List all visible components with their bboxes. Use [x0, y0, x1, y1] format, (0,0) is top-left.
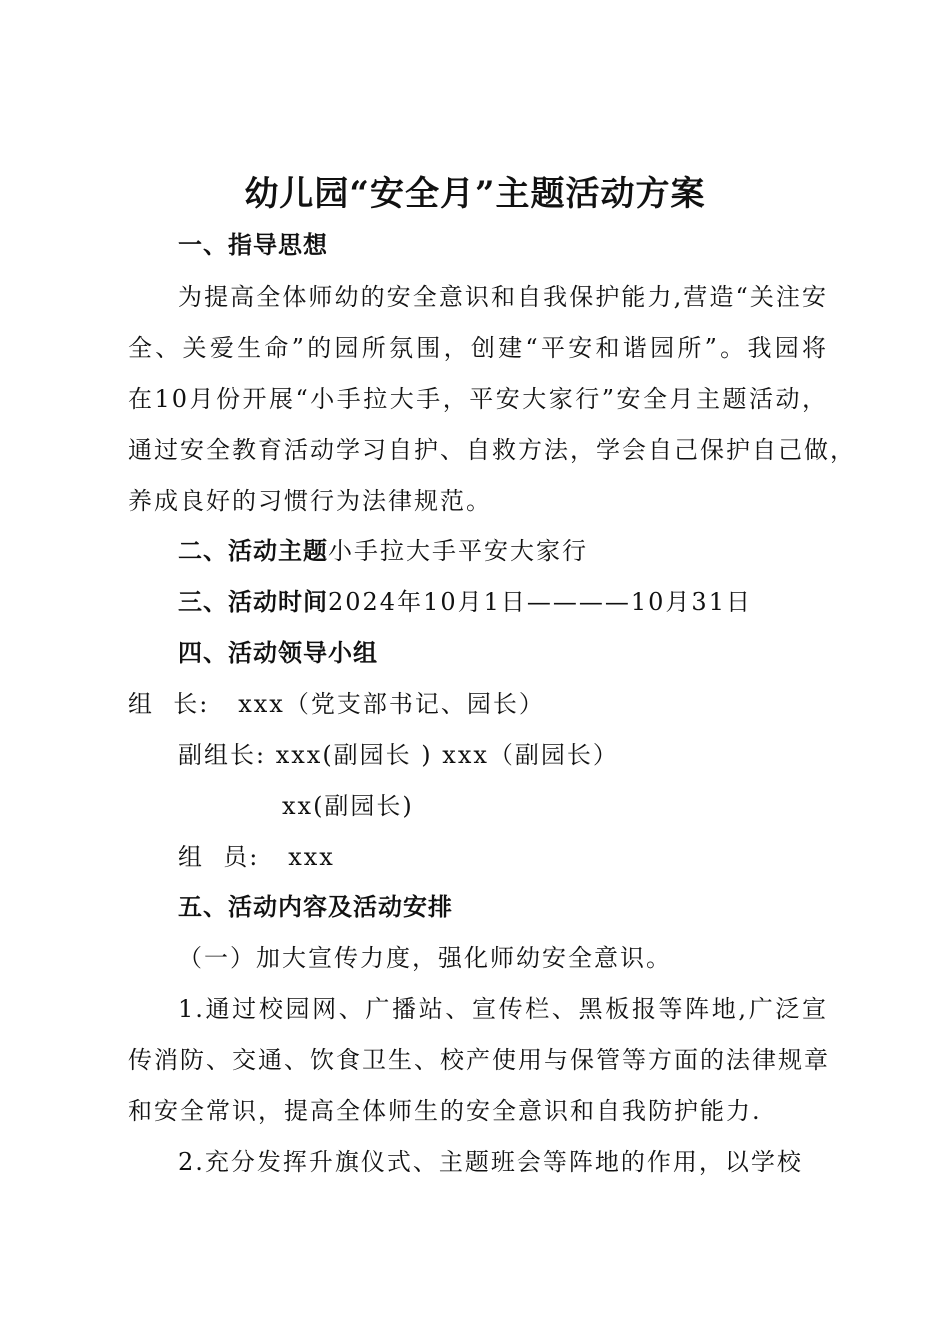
paragraph-line: 1.通过校园网、广播站、宣传栏、黑板报等阵地,广泛宣 [178, 995, 828, 1023]
paragraph-line: 在10月份开展“小手拉大手，平安大家行”安全月主题活动， [128, 385, 828, 413]
section-heading-guiding-ideology: 一、指导思想 [178, 231, 328, 259]
paragraph-line: 养成良好的习惯行为法律规范。 [128, 487, 492, 515]
paragraph-line: 传消防、交通、饮食卫生、校产使用与保管等方面的法律规章 [128, 1046, 830, 1074]
paragraph-line: 全、关爱生命”的园所氛围，创建“平安和谐园所”。我园将 [128, 334, 828, 362]
section-heading-theme: 二、活动主题 [178, 537, 328, 565]
leader-line: 组 长: xxx（党支部书记、园长） [128, 690, 545, 718]
section-heading-time: 三、活动时间 [178, 588, 328, 616]
paragraph-line: 通过安全教育活动学习自护、自救方法，学会自己保护自己做， [128, 436, 856, 464]
section-theme-line [178, 534, 588, 568]
theme-text: 小手拉大手平安大家行 [328, 537, 588, 565]
deputy-line: 副组长: xxx(副园长 ) xxx（副园长） [178, 741, 619, 769]
deputy-line-cont: xx(副园长) [282, 792, 414, 820]
members-line: 组 员: xxx [178, 843, 335, 871]
section-time-line [178, 585, 752, 619]
paragraph-line: 为提高全体师幼的安全意识和自我保护能力,营造“关注安 [178, 283, 828, 311]
document-title: 幼儿园“安全月”主题活动方案 [244, 174, 706, 214]
time-text: 2024年10月1日————10月31日 [328, 588, 752, 616]
section-heading-content: 五、活动内容及活动安排 [178, 893, 453, 921]
section-heading-leadership: 四、活动领导小组 [178, 639, 378, 667]
paragraph-line: 2.充分发挥升旗仪式、主题班会等阵地的作用，以学校 [178, 1148, 803, 1176]
subsection-heading: （一）加大宣传力度，强化师幼安全意识。 [178, 944, 672, 972]
paragraph-line: 和安全常识，提高全体师生的安全意识和自我防护能力. [128, 1097, 762, 1125]
